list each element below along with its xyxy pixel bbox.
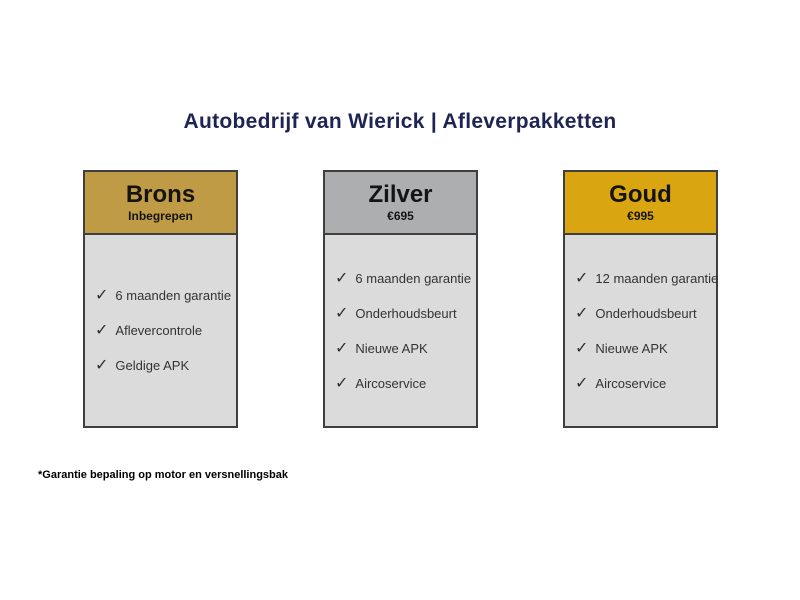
- package-feature-list: [325, 235, 476, 426]
- feature-item: [335, 338, 472, 359]
- feature-label: Nieuwe APK: [355, 340, 428, 356]
- check-icon: ✓: [335, 304, 349, 322]
- feature-label: Nieuwe APK: [595, 340, 668, 356]
- feature-item: [335, 373, 472, 394]
- package-price: €695: [387, 208, 414, 223]
- package-card-zilver: [323, 170, 478, 428]
- feature-label: 6 maanden garantie: [355, 270, 472, 286]
- feature-item: [575, 268, 719, 289]
- package-feature-list: [85, 235, 236, 426]
- feature-label: Aflevercontrole: [115, 323, 203, 338]
- package-name: Zilver: [368, 181, 433, 209]
- package-name: Goud: [609, 181, 672, 209]
- package-card-goud: [563, 170, 718, 428]
- feature-label: Geldige APK: [115, 358, 190, 373]
- check-icon: ✓: [575, 269, 589, 287]
- feature-label: Onderhoudsbeurt: [355, 305, 457, 321]
- package-cards: [83, 170, 718, 428]
- check-icon: ✓: [95, 357, 109, 374]
- check-icon: ✓: [575, 339, 589, 357]
- package-header-zilver: [325, 172, 476, 235]
- feature-item: [335, 303, 472, 324]
- check-icon: ✓: [575, 304, 589, 322]
- feature-label: Aircoservice: [595, 375, 667, 391]
- check-icon: ✓: [335, 269, 349, 287]
- feature-label: 12 maanden garantie: [595, 270, 719, 286]
- check-icon: ✓: [95, 287, 109, 304]
- footnote: *Garantie bepaling op motor en versnellingsbak: [38, 469, 289, 481]
- feature-label: Aircoservice: [355, 375, 427, 391]
- package-price: Inbegrepen: [128, 208, 193, 223]
- package-header-goud: [565, 172, 716, 235]
- feature-item: [95, 285, 232, 306]
- feature-label: 6 maanden garantie: [115, 288, 232, 303]
- feature-item: [95, 355, 232, 376]
- check-icon: ✓: [335, 374, 349, 392]
- package-price: €995: [627, 208, 654, 223]
- check-icon: ✓: [575, 374, 589, 392]
- package-feature-list: [565, 235, 719, 426]
- feature-item: [335, 268, 472, 289]
- check-icon: ✓: [95, 322, 109, 339]
- feature-item: [575, 338, 712, 359]
- package-header-brons: [85, 172, 236, 235]
- check-icon: ✓: [335, 339, 349, 357]
- feature-item: [575, 303, 712, 324]
- feature-label: Onderhoudsbeurt: [595, 305, 697, 321]
- package-name: Brons: [125, 181, 196, 209]
- page-title: Autobedrijf van Wierick | Afleverpakketten: [183, 110, 617, 133]
- feature-item: [95, 320, 232, 341]
- package-card-brons: [83, 170, 238, 428]
- feature-item: [575, 373, 712, 394]
